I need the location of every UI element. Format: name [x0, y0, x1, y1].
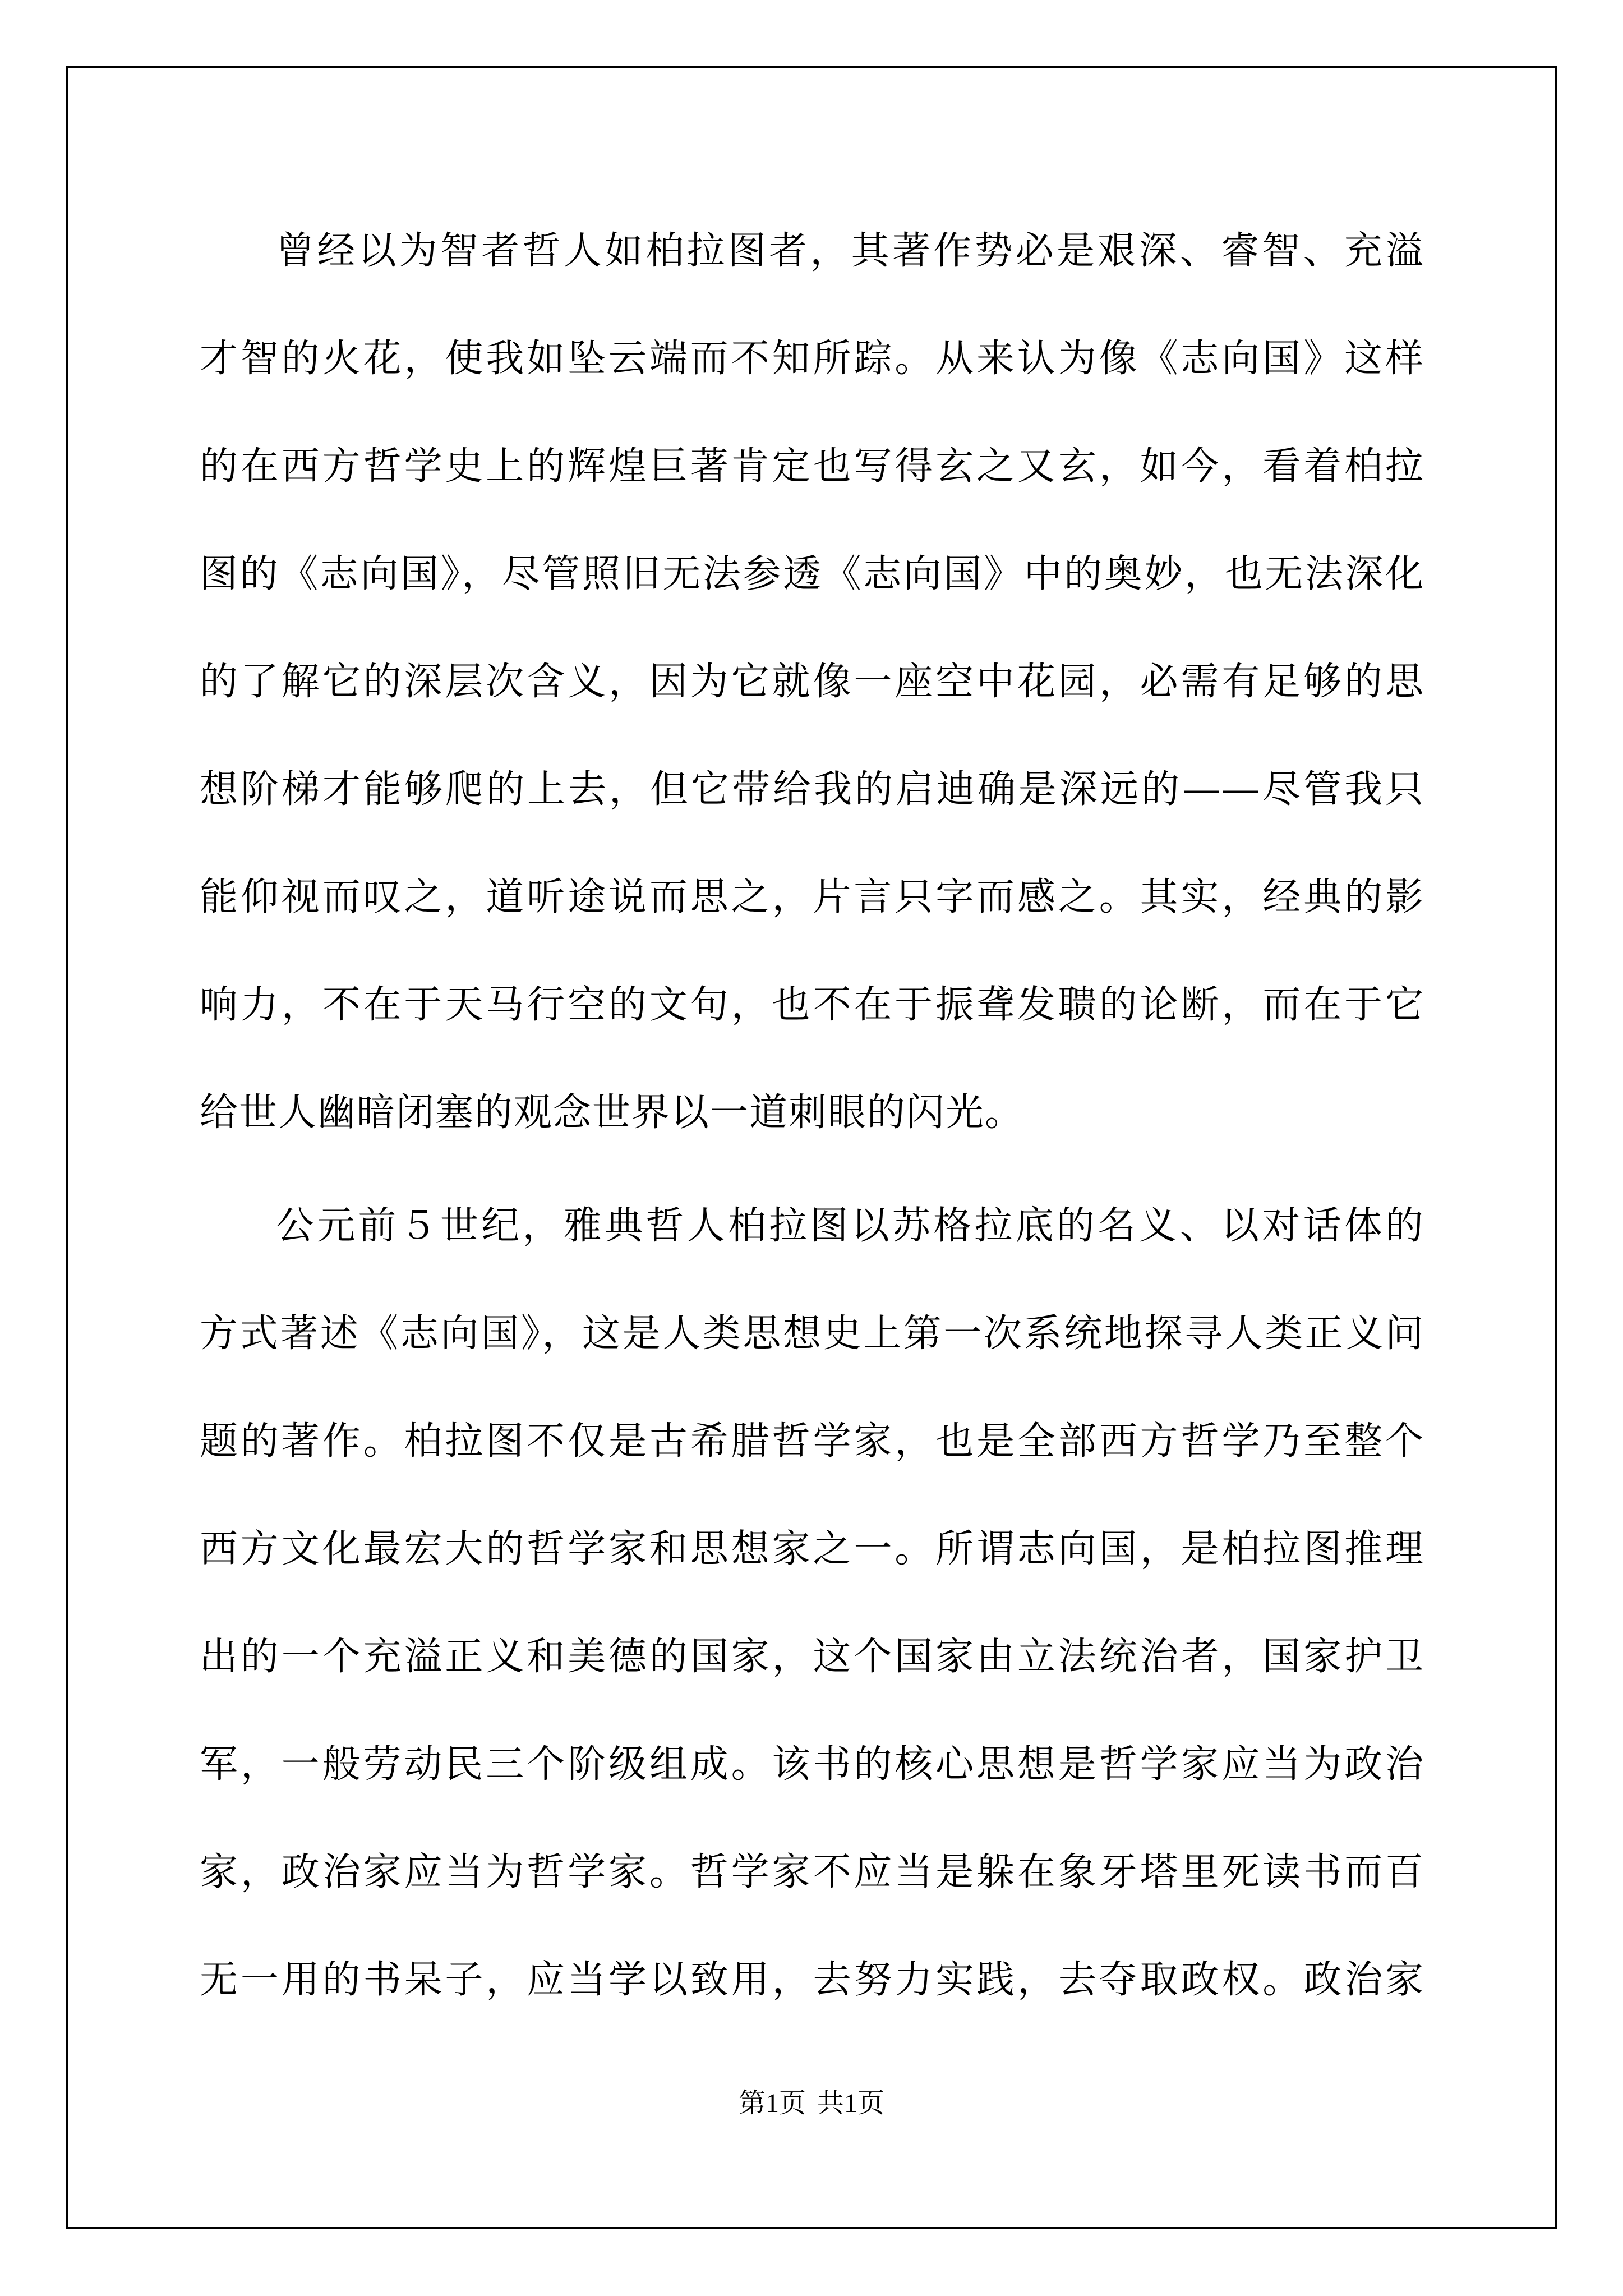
- page-total: 共1页: [817, 2088, 885, 2118]
- text-line: 题的著作。柏拉图不仅是古希腊哲学家，也是全部西方哲学乃至整个: [200, 1419, 1424, 1464]
- text-line: 的了解它的深层次含义，因为它就像一座空中花园，必需有足够的思: [200, 660, 1424, 704]
- text-line: 图的《志向国》，尽管照旧无法参透《志向国》中的奥妙，也无法深化: [200, 552, 1424, 596]
- text-line: 无一用的书呆子，应当学以致用，去努力实践，去夺取政权。政治家: [200, 1958, 1424, 2002]
- text-line: 响力，不在于天马行空的文句，也不在于振聋发聩的论断，而在于它: [200, 983, 1424, 1027]
- text-line: 能仰视而叹之，道听途说而思之，片言只字而感之。其实，经典的影: [200, 875, 1424, 919]
- text-line: 曾经以为智者哲人如柏拉图者，其著作势必是艰深、睿智、充溢: [276, 229, 1424, 273]
- text-line: 方式著述《志向国》，这是人类思想史上第一次系统地探寻人类正义问: [200, 1312, 1424, 1356]
- page-footer: [0, 2087, 1623, 2120]
- page-number: 第1页: [738, 2088, 806, 2118]
- text-line: 西方文化最宏大的哲学家和思想家之一。所谓志向国，是柏拉图推理: [200, 1527, 1424, 1571]
- text-line: 公元前５世纪，雅典哲人柏拉图以苏格拉底的名义、以对话体的: [276, 1204, 1424, 1248]
- text-line: 给世人幽暗闭塞的观念世界以一道刺眼的闪光。: [200, 1091, 1025, 1135]
- text-line: 的在西方哲学史上的辉煌巨著肯定也写得玄之又玄，如今，看着柏拉: [200, 444, 1424, 489]
- text-line: 想阶梯才能够爬的上去，但它带给我的启迪确是深远的——尽管我只: [200, 767, 1424, 812]
- page-frame: [66, 66, 1557, 2229]
- text-line: 军，一般劳动民三个阶级组成。该书的核心思想是哲学家应当为政治: [200, 1742, 1424, 1787]
- text-line: 才智的火花，使我如坠云端而不知所踪。从来认为像《志向国》这样: [200, 337, 1424, 381]
- text-line: 家，政治家应当为哲学家。哲学家不应当是躲在象牙塔里死读书而百: [200, 1850, 1424, 1894]
- text-line: 出的一个充溢正义和美德的国家，这个国家由立法统治者，国家护卫: [200, 1635, 1424, 1679]
